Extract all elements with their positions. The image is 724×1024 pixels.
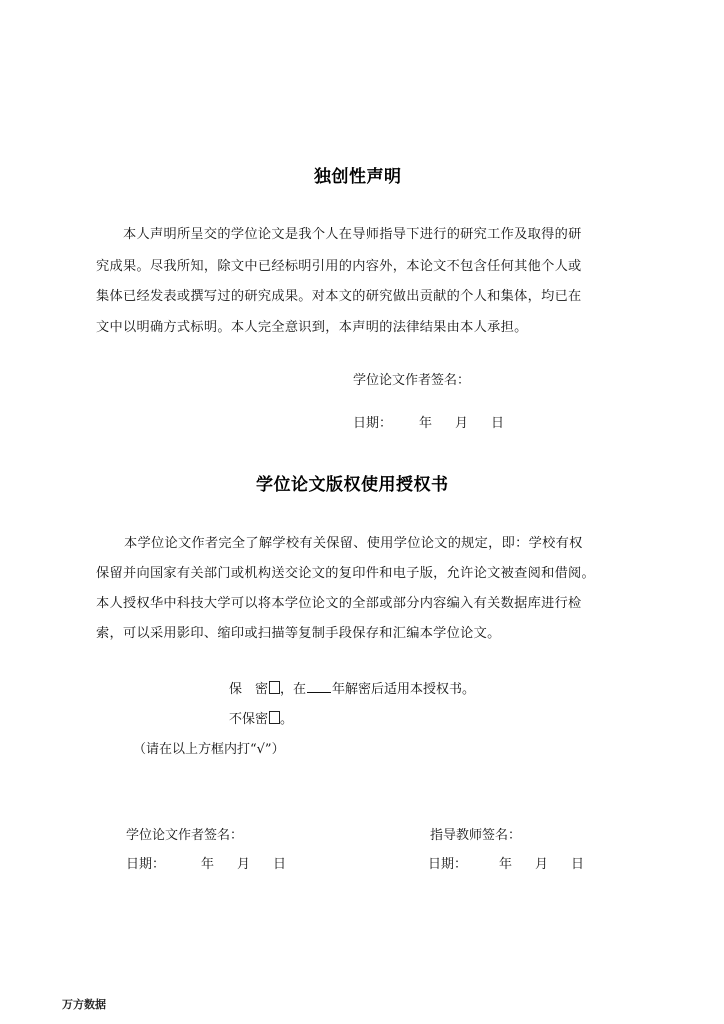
authorization-line-1: 本学位论文作者完全了解学校有关保留、使用学位论文的规定，即：学校有权 [124, 536, 583, 551]
originality-date-label: 日期： [353, 416, 393, 431]
not-secret-option [229, 708, 293, 727]
secret-option [229, 678, 475, 697]
authorization-line-4: 索，可以采用影印、缩印或扫描等复制手段保存和汇编本学位论文。 [96, 626, 501, 641]
secret-label: 保 密 [229, 682, 269, 697]
authorization-title: 学位论文版权使用授权书 [256, 475, 449, 495]
secret-suffix-text: 年解密后适用本授权书。 [332, 682, 476, 697]
advisor-date-day: 日 [571, 857, 585, 872]
originality-line-3: 集体已经发表或撰写过的研究成果。对本文的研究做出贡献的个人和集体，均已在 [96, 289, 582, 304]
author-date-day: 日 [273, 857, 287, 872]
advisor-date-label: 日期： [428, 857, 468, 872]
author-date-month: 月 [237, 857, 251, 872]
advisor-date-month: 月 [535, 857, 549, 872]
checkbox-hint: （请在以上方框内打“√”） [133, 742, 285, 757]
not-secret-checkbox[interactable] [269, 711, 280, 724]
advisor-date-year: 年 [499, 857, 513, 872]
originality-date-day: 日 [491, 416, 505, 431]
not-secret-label: 不保密 [229, 712, 269, 727]
originality-line-1: 本人声明所呈交的学位论文是我个人在导师指导下进行的研究工作及取得的研 [123, 227, 582, 242]
not-secret-end: 。 [280, 712, 294, 727]
secret-checkbox[interactable] [269, 681, 280, 694]
advisor-signature-label: 指导教师签名： [430, 828, 522, 843]
author-date-label: 日期： [126, 857, 166, 872]
decrypt-year-blank[interactable] [307, 680, 331, 693]
wanfang-logo-text: 万方数据 [62, 998, 106, 1011]
authorization-line-2: 保留并向国家有关部门或机构送交论文的复印件和电子版，允许论文被查阅和借阅。 [96, 566, 596, 581]
authorization-line-3: 本人授权华中科技大学可以将本学位论文的全部或部分内容编入有关数据库进行检 [96, 596, 582, 611]
originality-line-4: 文中以明确方式标明。本人完全意识到，本声明的法律结果由本人承担。 [96, 320, 528, 335]
author-signature-label: 学位论文作者签名： [126, 828, 244, 843]
author-date-year: 年 [201, 857, 215, 872]
originality-line-2: 究成果。尽我所知，除文中已经标明引用的内容外，本论文不包含任何其他个人或 [96, 259, 582, 274]
secret-mid-text: ，在 [280, 682, 307, 697]
originality-title: 独创性声明 [314, 167, 402, 187]
originality-date-month: 月 [455, 416, 469, 431]
originality-signature-label: 学位论文作者签名： [353, 373, 471, 388]
originality-date-year: 年 [419, 416, 433, 431]
